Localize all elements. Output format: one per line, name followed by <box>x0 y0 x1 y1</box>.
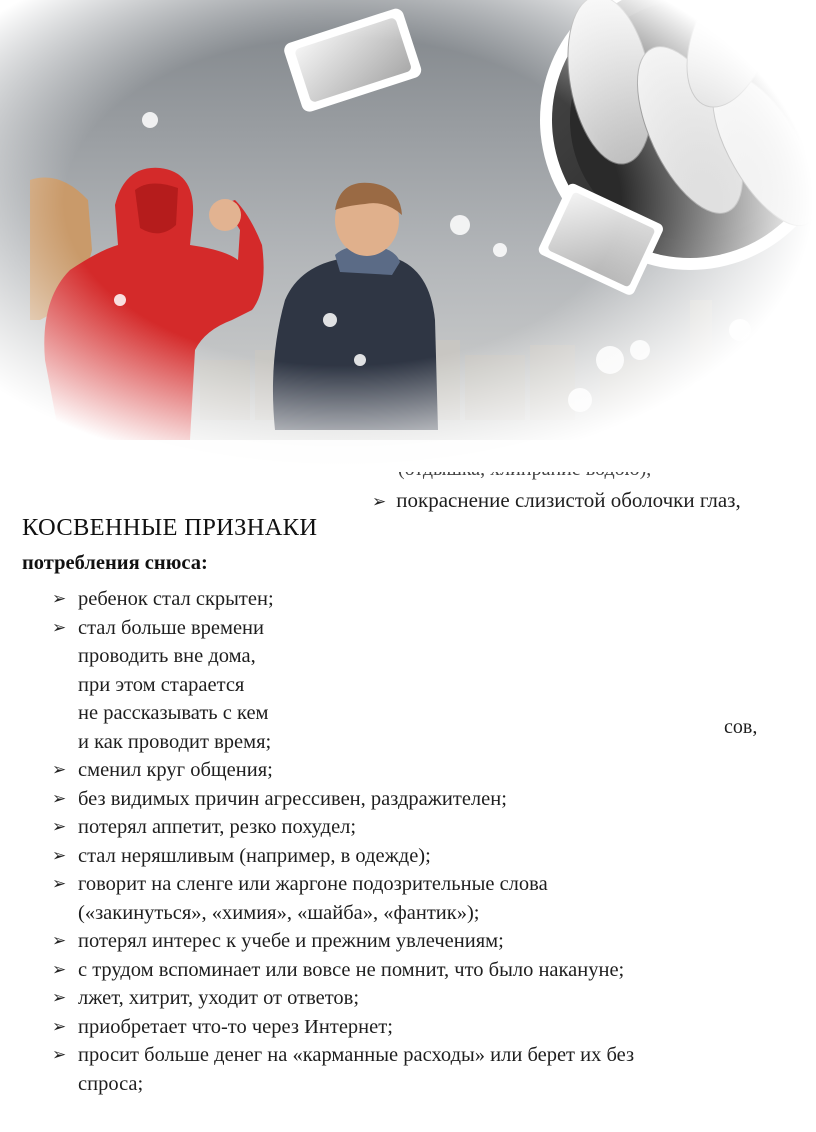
list-item-text: говорит на сленге или жаргоне подозрительные слова <box>78 873 548 895</box>
list-item-text: лжет, хитрит, уходит от ответов; <box>78 987 360 1009</box>
list-item <box>0 842 634 871</box>
arrow-bullet-icon: ➢ <box>52 1045 67 1065</box>
list-item-text: и как проводит время; <box>78 730 272 753</box>
sign-eye-redness-text: покраснение слизистой оболочки глаз, <box>396 488 741 512</box>
list-item <box>0 1041 634 1098</box>
list-item-text: просит больше денег на «карманные расходы» или берет их без <box>78 1044 635 1066</box>
list-item-text: стал неряшливым (например, в одежде); <box>78 844 431 867</box>
list-item-text: приобретает что-то через Интернет; <box>78 1015 393 1038</box>
arrow-bullet-icon: ➢ <box>52 817 67 837</box>
list-item-text: без видимых причин агрессивен, раздражителен; <box>78 787 507 810</box>
arrow-bullet-icon: ➢ <box>52 760 67 780</box>
list-item <box>0 756 634 785</box>
sign-eye-redness <box>372 488 741 517</box>
list-item <box>0 813 634 842</box>
list-item-text: ребенок стал скрытен; <box>78 588 274 610</box>
arrow-bullet-icon: ➢ <box>52 1016 67 1037</box>
list-item-text: стал больше времени <box>78 616 264 639</box>
list-item-text: проводить вне дома, <box>78 645 256 667</box>
list-item <box>0 984 634 1013</box>
arrow-bullet-icon: ➢ <box>52 788 67 809</box>
photo-illustration <box>0 0 816 480</box>
list-item-text: спроса; <box>78 1072 144 1095</box>
list-item <box>0 870 634 927</box>
list-item <box>0 927 634 956</box>
list-item <box>0 1013 634 1042</box>
arrow-bullet-icon: ➢ <box>52 988 67 1008</box>
arrow-bullet-icon: ➢ <box>52 874 67 894</box>
list-item <box>0 785 634 814</box>
arrow-bullet-icon: ➢ <box>52 845 67 866</box>
list-item <box>0 614 634 757</box>
arrow-bullet-icon: ➢ <box>52 589 67 609</box>
list-item-text: потерял интерес к учебе и прежним увлечениям; <box>78 930 504 952</box>
list-item-text: не рассказывать с кем <box>78 702 269 724</box>
header-photo-collage <box>0 0 816 480</box>
list-item-text: потерял аппетит, резко похудел; <box>78 816 357 838</box>
list-item-text: («закинуться», «химия», «шайба», «фантик»); <box>78 901 480 924</box>
list-item <box>0 956 634 985</box>
indirect-signs-list <box>0 585 634 1098</box>
section-heading: КОСВЕННЫЕ ПРИЗНАКИ <box>22 514 318 541</box>
list-item-text: при этом старается <box>78 673 245 696</box>
text-fragment: сов, <box>724 716 758 738</box>
list-item-text: с трудом вспоминает или вовсе не помнит, что было накануне; <box>78 958 625 981</box>
arrow-bullet-icon: ➢ <box>52 617 67 638</box>
arrow-bullet-icon: ➢ <box>52 959 67 980</box>
arrow-bullet-icon: ➢ <box>372 492 387 512</box>
list-item <box>0 585 634 614</box>
section-subheading: потребления снюса: <box>22 552 208 574</box>
list-item-text: сменил круг общения; <box>78 759 273 781</box>
arrow-bullet-icon: ➢ <box>52 931 67 951</box>
